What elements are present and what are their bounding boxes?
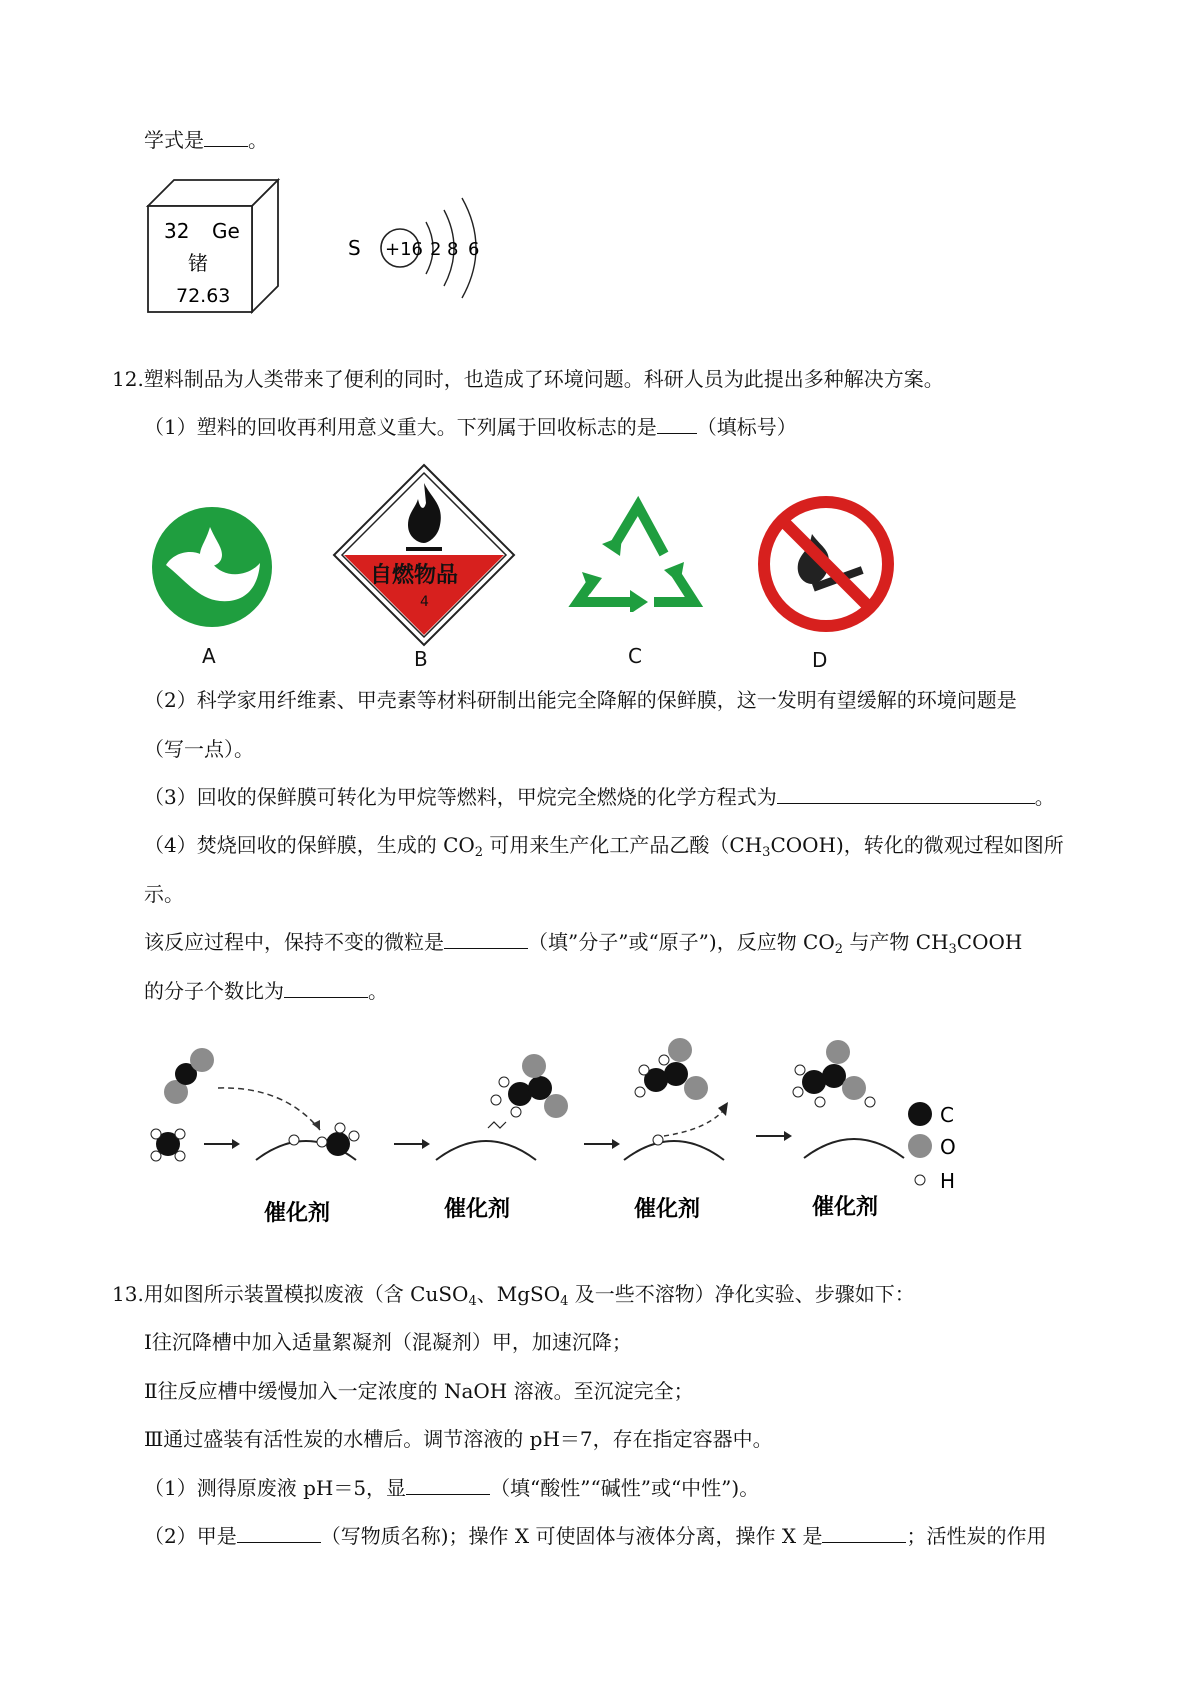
answer-blank[interactable] (237, 1524, 321, 1543)
legend-label: H (940, 1169, 956, 1193)
q12-part2-line2: （写一点）。 (144, 737, 254, 761)
sign-b-spontaneous-combustion (332, 463, 516, 647)
sign-a-water-logo (150, 505, 274, 629)
q13-step2: Ⅱ往反应槽中缓慢加入一定浓度的 NaOH 溶液。至沉淀完全； (144, 1379, 694, 1403)
sign-c-recycle-symbol (568, 490, 704, 612)
q12-part2-line1: （2）科学家用纤维素、甲壳素等材料研制出能完全降解的保鲜膜，这一发明有望缓解的环境问题是 (144, 688, 1017, 712)
legend-c-atom (908, 1102, 932, 1126)
answer-blank[interactable] (284, 979, 368, 998)
sign-label: C (628, 644, 642, 668)
q13-step1: Ⅰ往沉降槽中加入适量絮凝剂（混凝剂）甲，加速沉降； (144, 1330, 632, 1354)
q13-step3: Ⅲ通过盛装有活性炭的水槽后。调节溶液的 pH＝7，存在指定容器中。 (144, 1427, 773, 1451)
q12-stem: 12.塑料制品为人类带来了便利的同时，也造成了环境问题。科研人员为此提出多种解决方案。 (112, 367, 944, 391)
catalyst-label: 催化剂 (264, 1201, 331, 1226)
sign-label: B (414, 647, 428, 671)
sign-label: A (202, 644, 216, 668)
legend-label: C (940, 1103, 954, 1127)
ge-atomic-number: 32 (164, 219, 190, 243)
q12-part4-line3: 该反应过程中，保持不变的微粒是 （填”分子”或“原子”)，反应物 $CO_2$ 与产物 $CH_3COOH$ (144, 930, 1023, 957)
shell-electrons: 6 (468, 239, 480, 260)
sign-b-text: 自燃物品 (370, 563, 459, 588)
catalyst-label: 催化剂 (444, 1197, 511, 1222)
q13-stem: 13.用如图所示装置模拟废液（含 CuSO$_4$、MgSO$_4$ 及一些不溶物）净化实验、步骤如下： (112, 1282, 915, 1309)
sign-b-class: 4 (420, 594, 429, 610)
ge-symbol: Ge (212, 219, 240, 243)
reaction-micro-process-diagram (144, 1030, 1054, 1230)
q12-part3: （3）回收的保鲜膜可转化为甲烷等燃料，甲烷完全燃烧的化学方程式为 。 (144, 785, 1055, 809)
sign-label: D (812, 648, 828, 672)
germanium-element-cube (144, 176, 284, 316)
shell-electrons: 8 (447, 239, 459, 260)
legend-label: O (940, 1135, 956, 1159)
ge-name: 锗 (188, 251, 208, 275)
shell-electrons: 2 (430, 239, 442, 260)
catalyst-label: 催化剂 (812, 1195, 879, 1220)
s-symbol: S (348, 236, 361, 260)
sign-d-no-fire (756, 494, 896, 634)
q12-part4-line4: 的分子个数比为 。 (144, 979, 388, 1003)
q12-part4-line2: 示。 (144, 882, 184, 906)
answer-blank[interactable] (657, 415, 697, 434)
legend-h-atom (915, 1175, 925, 1185)
catalyst-label: 催化剂 (634, 1197, 701, 1222)
q13-part2: （2）甲是 （写物质名称)；操作 X 可使固体与液体分离，操作 X 是 ；活性炭的作用 (144, 1524, 1047, 1548)
answer-blank[interactable] (406, 1476, 490, 1495)
q13-part1: （1）测得原废液 pH＝5，显 （填“酸性”“碱性”或“中性”)。 (144, 1476, 760, 1500)
q11-tail-line: 学式是 。 (144, 128, 268, 152)
sulfur-atom-structure-diagram (340, 176, 500, 316)
answer-blank[interactable] (822, 1524, 906, 1543)
q12-part4-line1: （4）焚烧回收的保鲜膜，生成的 $CO_2$ 可用来生产化工产品乙酸$(CH_3COOH)$，转化的微观过程如图所 (144, 833, 1064, 860)
q12-part1: （1）塑料的回收再利用意义重大。下列属于回收标志的是 （填标号） (144, 415, 797, 439)
q11-tail-text: 学式是 (144, 128, 204, 152)
answer-blank[interactable] (777, 785, 1035, 804)
answer-blank[interactable] (444, 930, 528, 949)
answer-blank[interactable] (204, 128, 248, 147)
ge-atomic-mass: 72.63 (176, 285, 231, 307)
s-nucleus-charge: +16 (385, 239, 423, 260)
legend-o-atom (908, 1134, 932, 1158)
